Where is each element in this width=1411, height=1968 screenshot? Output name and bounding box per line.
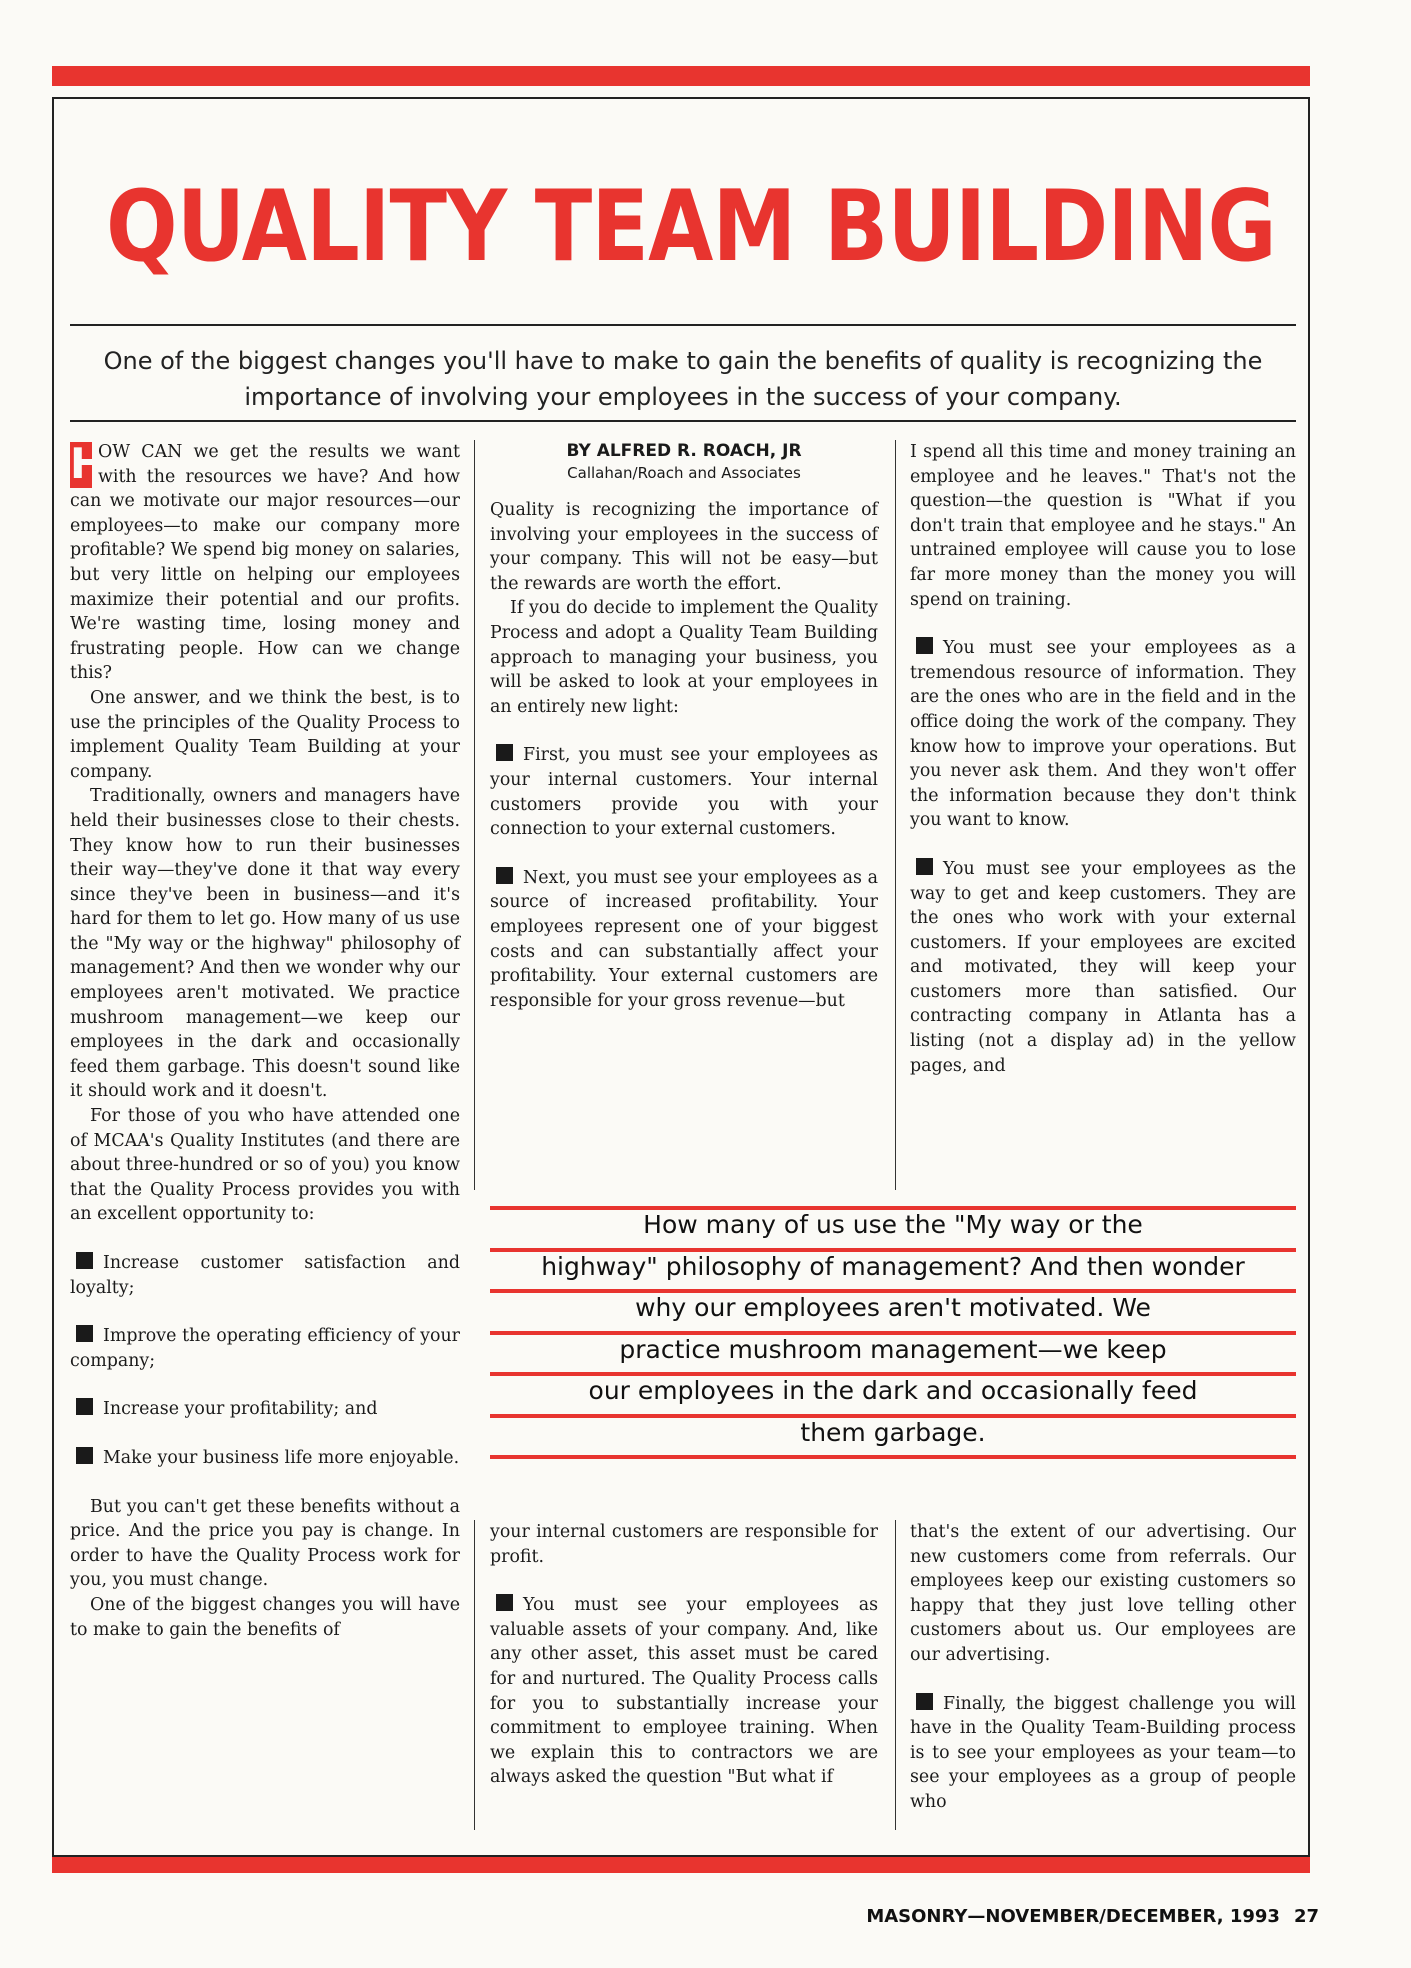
- bullet-square-icon: [916, 1693, 933, 1710]
- bullet-square-icon: [76, 1447, 93, 1464]
- top-red-bar: [52, 66, 1310, 86]
- col1-paragraph-5: But you can't get these benefits without a price. And the price you pay is change. In order to have the Quality Process work for you, you must change.: [70, 1496, 460, 1591]
- col1-bullet-3: Increase your profitability; and: [70, 1397, 460, 1422]
- col1-p1-text: OW CAN we get the results we want with the resources we have? And how can we motivate our major resources—our employees—to make our company more profitable? We spend big money on salaries, but very little on helping our employees maximize their potential and our profits. We're wasting time, losing money and frustrating people. How can we change this?: [70, 442, 460, 684]
- drop-cap: H: [70, 439, 106, 488]
- col2-bullet-1: First, you must see your employees as your internal customers. Your internal customers provide you with your connection to your external customers.: [490, 745, 878, 840]
- col1-bullet-2: Improve the operating efficiency of your company;: [70, 1326, 460, 1371]
- folio-text: MASONRY—NOVEMBER/DECEMBER, 1993: [866, 1906, 1280, 1927]
- pull-quote-bottom-rule: [490, 1455, 1296, 1459]
- article-deck: One of the biggest changes you'll have to make to gain the benefits of quality is recognizing the importance of involving your employees in the success of your company.: [103, 347, 1263, 411]
- bullet-square-icon: [496, 867, 513, 884]
- bullet-square-icon: [496, 744, 513, 761]
- col1-paragraph-4: For those of you who have attended one of MCAA's Quality Institutes (and there are about three-hundred or so of you) you know that the Quality Process provides you with an excellent opportunity to:: [70, 1106, 460, 1225]
- pull-quote-line: highway" philosophy of management? And then wonder: [490, 1248, 1296, 1290]
- col3-bullet-3: Finally, the biggest challenge you will have in the Quality Team-Building process is to see your employees as your team—to see your employees as a group of people who: [910, 1693, 1296, 1812]
- col3-bullet-2: You must see your employees as the way to get and keep customers. They are the ones who work with your external customers. If your employees are excited and motivated, they will keep your customers more than satisfied. Our contracting company in Atlanta has a listing (not a display ad) in the yellow pages, and: [910, 858, 1296, 1076]
- column-2-top: [490, 440, 878, 1013]
- article-title: QUALITY TEAM BUILDING: [106, 170, 1276, 284]
- column-divider: [895, 440, 896, 1190]
- col1-paragraph-3: Traditionally, owners and managers have held their businesses close to their chests. They know how to run their businesses their way—they've done it that way every since they've been in business—and it's hard for them to let go. How many of us use the "My way or the highway" philosophy of management? And then we wonder why our employees aren't motivated. We practice mushroom management—we keep our employees in the dark and occasionally feed them garbage. This doesn't sound like it should work and it doesn't.: [70, 786, 460, 1102]
- bullet-square-icon: [76, 1252, 93, 1269]
- bullet-square-icon: [76, 1325, 93, 1342]
- pull-quote-line: why our employees aren't motivated. We: [490, 1289, 1296, 1331]
- col3-paragraph-1: I spend all this time and money training an employee and he leaves." That's not the question—the question is "What if you don't train that employee and he stays." An untrained employee will cause you to lose far more money than the money you will spend on training.: [910, 442, 1296, 610]
- pull-quote: [490, 1206, 1296, 1459]
- col2-paragraph-3: your internal customers are responsible for profit.: [490, 1522, 878, 1567]
- bullet-square-icon: [496, 1594, 513, 1611]
- col1-bullet-1: Increase customer satisfaction and loyalty;: [70, 1253, 460, 1298]
- column-divider: [474, 1520, 475, 1830]
- column-3-top: [910, 440, 1296, 1078]
- bullet-square-icon: [916, 637, 933, 654]
- col1-paragraph-1: [70, 440, 460, 686]
- col2-paragraph-2: If you do decide to implement the Quality Process and adopt a Quality Team Building approach to managing your business, you will be asked to look at your employees in an entirely new light:: [490, 598, 878, 717]
- col1-paragraph-6: One of the biggest changes you will have to make to gain the benefits of: [70, 1594, 460, 1640]
- pull-quote-line: How many of us use the "My way or the: [490, 1206, 1296, 1248]
- column-divider: [474, 440, 475, 1190]
- page-number: 27: [1293, 1906, 1319, 1927]
- byline: [490, 440, 878, 484]
- col3-paragraph-2: that's the extent of our advertising. Our new customers come from referrals. Our employees keep our existing customers so happy that they just love telling other customers about us. Our employees are our advertising.: [910, 1522, 1296, 1665]
- byline-affiliation: Callahan/Roach and Associates: [567, 464, 801, 482]
- col3-bullet-1: You must see your employees as a tremendous resource of information. They are the ones who are in the field and in the office doing the work of the company. They know how to improve your operations. But you never ask them. And they won't offer the information because they don't think you want to know.: [910, 638, 1296, 831]
- bottom-red-bar: [52, 1857, 1310, 1873]
- byline-author: BY ALFRED R. ROACH, JR: [566, 441, 802, 461]
- col2-paragraph-1: Quality is recognizing the importance of involving your employees in the success of your company. This will not be easy—but the rewards are worth the effort.: [490, 500, 878, 594]
- col2-bullet-2: Next, you must see your employees as a source of increased profitability. Your employees represent one of your biggest costs and can substantially affect your profitability. Your external customers are responsible for your gross revenue—but: [490, 867, 878, 1011]
- col2-bullet-3: You must see your employees as valuable assets of your company. And, like any other asset, this asset must be cared for and nurtured. The Quality Process calls for you to substantially increase your commitment to employee training. When we explain this to contractors we are always asked the question "But what if: [490, 1595, 878, 1788]
- col1-paragraph-2: One answer, and we think the best, is to use the principles of the Quality Process to implement Quality Team Building at your company.: [70, 687, 460, 782]
- column-1: [70, 440, 460, 1642]
- pull-quote-line: practice mushroom management—we keep: [490, 1331, 1296, 1373]
- column-2-bottom: [490, 1520, 878, 1790]
- page-folio: [866, 1906, 1319, 1927]
- pull-quote-line: our employees in the dark and occasionally feed: [490, 1372, 1296, 1414]
- column-3-bottom: [910, 1520, 1296, 1815]
- bullet-square-icon: [76, 1398, 93, 1415]
- bullet-square-icon: [916, 858, 933, 875]
- title-rule: [70, 324, 1296, 326]
- deck-rule: [70, 420, 1296, 422]
- column-divider: [895, 1520, 896, 1830]
- col1-bullet-4: Make your business life more enjoyable.: [70, 1446, 460, 1471]
- pull-quote-line: them garbage.: [490, 1414, 1296, 1456]
